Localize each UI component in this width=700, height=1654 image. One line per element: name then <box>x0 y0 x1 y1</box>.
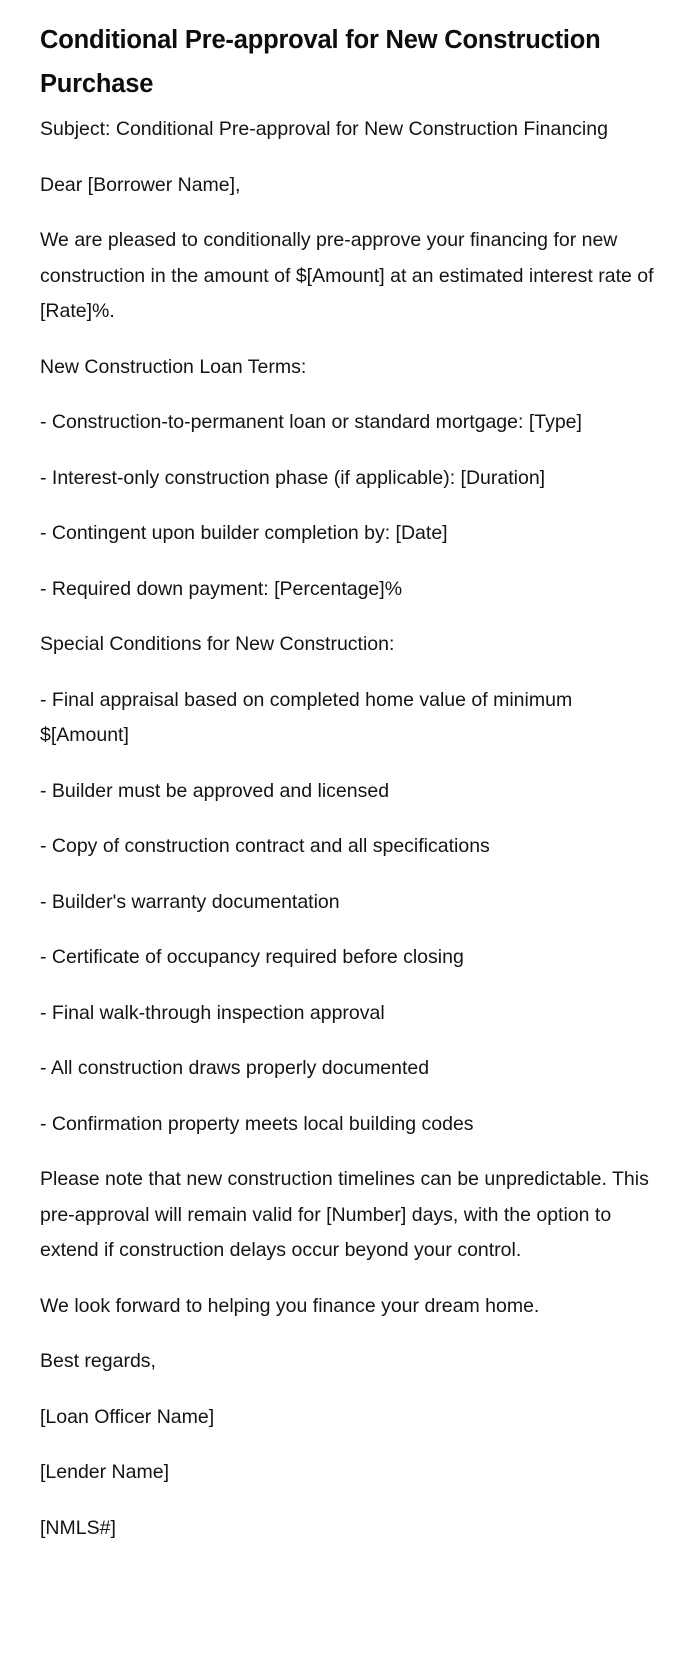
sign-off: Best regards, <box>40 1350 156 1372</box>
loan-term-item: - Required down payment: [Percentage]% <box>40 577 403 600</box>
letter-body <box>40 112 660 1546</box>
loan-term-item: - Construction-to-permanent loan or standard mortgage: [Type] <box>40 411 582 433</box>
loan-term-item: - Interest-only construction phase (if applicable): [Duration] <box>40 466 546 489</box>
loan-term-item: - Contingent upon builder completion by: [Date] <box>40 522 448 544</box>
condition-item: - All construction draws properly documented <box>40 1057 430 1079</box>
salutation: Dear [Borrower Name], <box>40 173 241 196</box>
condition-item: - Copy of construction contract and all specifications <box>40 835 490 857</box>
subject-line: Subject: Conditional Pre-approval for New Construction Financing <box>40 118 608 140</box>
condition-item: - Certificate of occupancy required before closing <box>40 946 464 968</box>
document-title: Conditional Pre-approval for New Construction Purchase <box>40 26 601 98</box>
condition-item: - Final walk-through inspection approval <box>40 1001 385 1024</box>
closing-paragraph: We look forward to helping you finance your dream home. <box>40 1294 540 1317</box>
condition-item: - Builder's warranty documentation <box>40 890 340 913</box>
condition-item: - Confirmation property meets local building codes <box>40 1112 474 1135</box>
lender-name: [Lender Name] <box>40 1461 169 1483</box>
condition-item: - Final appraisal based on completed home value of minimum $[Amount] <box>40 688 573 746</box>
condition-item: - Builder must be approved and licensed <box>40 779 390 802</box>
nmls-number: [NMLS#] <box>40 1516 116 1539</box>
intro-paragraph: We are pleased to conditionally pre-approve your financing for new construction in the amount of $[Amount] at an estimated interest rate of [Rate]%. <box>40 229 654 322</box>
loan-officer-name: [Loan Officer Name] <box>40 1405 215 1428</box>
special-conditions-heading: Special Conditions for New Construction: <box>40 633 395 655</box>
validity-paragraph: Please note that new construction timelines can be unpredictable. This pre-approval will remain valid for [Number] days, with the option to extend if construction delays occur beyond your control. <box>40 1168 649 1261</box>
loan-terms-heading: New Construction Loan Terms: <box>40 355 307 378</box>
